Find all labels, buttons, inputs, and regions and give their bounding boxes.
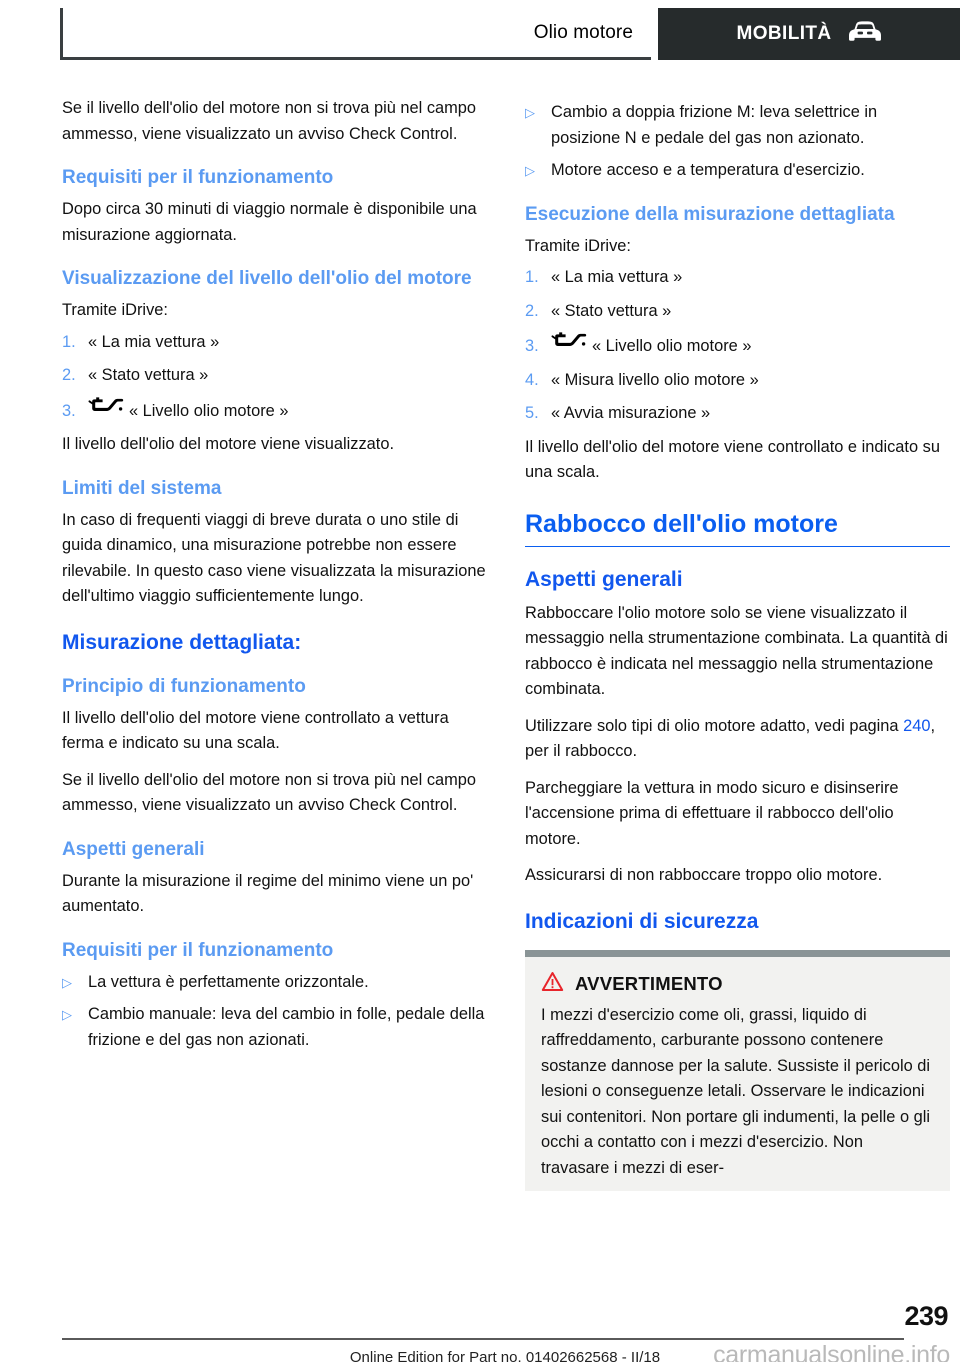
section-title-rabbocco: Rabbocco dell'olio motore	[525, 508, 950, 547]
bullet-text: Cambio a doppia frizione M: leva selettrice in posizione N e pedale del gas non azionato.	[551, 103, 878, 147]
step-number: 1.	[525, 268, 539, 286]
visualizzato-paragraph: Il livello dell'olio del motore viene visualizzato.	[62, 435, 395, 453]
list-item	[525, 265, 950, 291]
step-text: « Livello olio motore »	[129, 401, 289, 420]
breadcrumb-tab	[60, 8, 651, 60]
list-item	[525, 299, 950, 325]
principio-paragraph-1: Il livello dell'olio del motore viene controllato a vettura ferma e indicato su una scala.	[62, 708, 449, 752]
watermark: carmanualsonline.info	[713, 1341, 950, 1362]
page-reference-link[interactable]: 240	[903, 716, 931, 735]
aspetti-paragraph-left: Durante la misurazione il regime del minimo viene un po' aumentato.	[62, 871, 474, 915]
utilizzare-prefix: Utilizzare solo tipi di olio motore adatto, vedi pagina	[525, 716, 904, 735]
utilizzare-paragraph	[525, 714, 950, 765]
list-item	[62, 1002, 487, 1053]
oil-can-icon	[88, 397, 124, 425]
step-number: 3.	[525, 337, 539, 355]
heading-misurazione-dettagliata: Misurazione dettagliata:	[62, 630, 302, 654]
warning-box	[525, 950, 950, 1192]
step-text: « Stato vettura »	[551, 301, 672, 320]
warning-title: AVVERTIMENTO	[575, 972, 723, 994]
warning-body-text: I mezzi d'esercizio come oli, grassi, liquido di raffreddamento, carburante possono contenere sostanze dannose per la salute. Sussiste il pericolo di lesioni o conseguenze letali. Osservare le indicazioni sui contenitori. Non portare gli indumenti, la pelle o gli occhi a contatto con i mezzi d'esercizio. Non travasare i mezzi di eser-	[541, 1005, 931, 1177]
step-number: 5.	[525, 404, 539, 422]
triangle-bullet-icon: ▷	[62, 974, 72, 990]
step-number: 3.	[62, 401, 76, 420]
oil-can-icon	[551, 332, 587, 360]
step-text: « Stato vettura »	[88, 366, 209, 384]
list-item	[525, 158, 950, 184]
page-footer	[62, 1301, 950, 1362]
triangle-bullet-icon: ▷	[62, 1007, 72, 1022]
list-item	[62, 363, 487, 389]
controllato-paragraph: Il livello dell'olio del motore viene controllato e indicato su una scala.	[525, 437, 940, 481]
heading-indicazioni-sicurezza: Indicazioni di sicurezza	[525, 909, 759, 933]
parcheggiare-paragraph: Parcheggiare la vettura in modo sicuro e disinserire l'accensione prima di effettuare il rabbocco dell'olio motore.	[525, 778, 899, 848]
assicurarsi-paragraph: Assicurarsi di non rabboccare troppo olio motore.	[525, 866, 883, 884]
intro-paragraph: Se il livello dell'olio del motore non si trova più nel campo ammesso, viene visualizzato un avviso Check Control.	[62, 99, 477, 143]
heading-aspetti-generali-right: Aspetti generali	[525, 567, 683, 591]
page-content	[62, 96, 950, 1191]
section-banner	[658, 8, 960, 60]
step-text: « Livello olio motore »	[592, 337, 752, 355]
right-column	[525, 96, 950, 1191]
aspetti-paragraph-right-1: Rabboccare l'olio motore solo se viene visualizzato il messaggio nella strumentazione combinata. La quantità di rabbocco è indicata nel messaggio nella strumentazione combinata.	[525, 603, 948, 698]
list-item	[62, 970, 487, 996]
footer-divider	[62, 1338, 904, 1340]
heading-aspetti-generali-left: Aspetti generali	[62, 838, 205, 860]
step-text: « Misura livello olio motore »	[551, 370, 759, 389]
warning-triangle-icon	[541, 971, 564, 997]
step-text: « La mia vettura »	[551, 268, 683, 286]
heading-principio-funzionamento: Principio di funzionamento	[62, 675, 306, 697]
warning-header	[541, 971, 934, 997]
step-text: « Avvia misurazione »	[551, 404, 711, 422]
list-item	[525, 332, 950, 360]
step-number: 4.	[525, 370, 539, 389]
tramite-idrive-label-right: Tramite iDrive:	[525, 236, 631, 255]
step-number: 2.	[62, 366, 76, 384]
requisiti-paragraph: Dopo circa 30 minuti di viaggio normale è disponibile una misurazione aggiornata.	[62, 200, 477, 244]
list-item	[525, 100, 950, 151]
top-bullet-list-right	[525, 100, 950, 184]
step-number: 1.	[62, 332, 76, 351]
edition-text: Online Edition for Part no. 01402662568 - II/18	[349, 1349, 661, 1362]
list-item	[62, 330, 487, 356]
section-label: MOBILITÀ	[736, 23, 832, 44]
breadcrumb-label: Olio motore	[533, 21, 633, 43]
page-header	[60, 8, 960, 60]
heading-esecuzione-misurazione: Esecuzione della misurazione dettagliata	[525, 203, 895, 225]
idrive-steps-list-left	[62, 330, 487, 425]
idrive-steps-list-right	[525, 265, 950, 427]
limiti-paragraph: In caso di frequenti viaggi di breve durata o uno stile di guida dinamico, una misurazione potrebbe non essere rilevabile. In questo caso viene visualizzata la misurazione dell'ultimo viaggio sufficientemente lungo.	[62, 510, 486, 605]
list-item	[62, 397, 487, 425]
utilizzare-suffix: , per il rabbocco.	[525, 716, 936, 760]
heading-limiti-sistema: Limiti del sistema	[62, 477, 222, 499]
car-front-icon	[848, 21, 882, 48]
bullet-text: Cambio manuale: leva del cambio in folle, pedale della frizione e del gas non azionati.	[88, 1005, 485, 1049]
list-item	[525, 368, 950, 394]
principio-paragraph-2: Se il livello dell'olio del motore non si trova più nel campo ammesso, viene visualizzato un avviso Check Control.	[62, 770, 477, 814]
step-number: 2.	[525, 301, 539, 320]
list-item	[525, 401, 950, 427]
step-text: « La mia vettura »	[88, 332, 220, 351]
bullet-text: Motore acceso e a temperatura d'esercizio.	[551, 161, 865, 179]
heading-requisiti-funzionamento-2: Requisiti per il funzionamento	[62, 939, 334, 961]
triangle-bullet-icon: ▷	[525, 105, 535, 120]
requisiti-bullet-list	[62, 970, 487, 1054]
page-number: 239	[904, 1301, 948, 1331]
triangle-bullet-icon: ▷	[525, 163, 535, 178]
tramite-idrive-label: Tramite iDrive:	[62, 301, 168, 319]
left-column	[62, 96, 487, 1191]
heading-visualizzazione-livello: Visualizzazione del livello dell'olio del motore	[62, 268, 472, 289]
heading-requisiti-funzionamento: Requisiti per il funzionamento	[62, 167, 334, 188]
bullet-text: La vettura è perfettamente orizzontale.	[88, 972, 369, 991]
